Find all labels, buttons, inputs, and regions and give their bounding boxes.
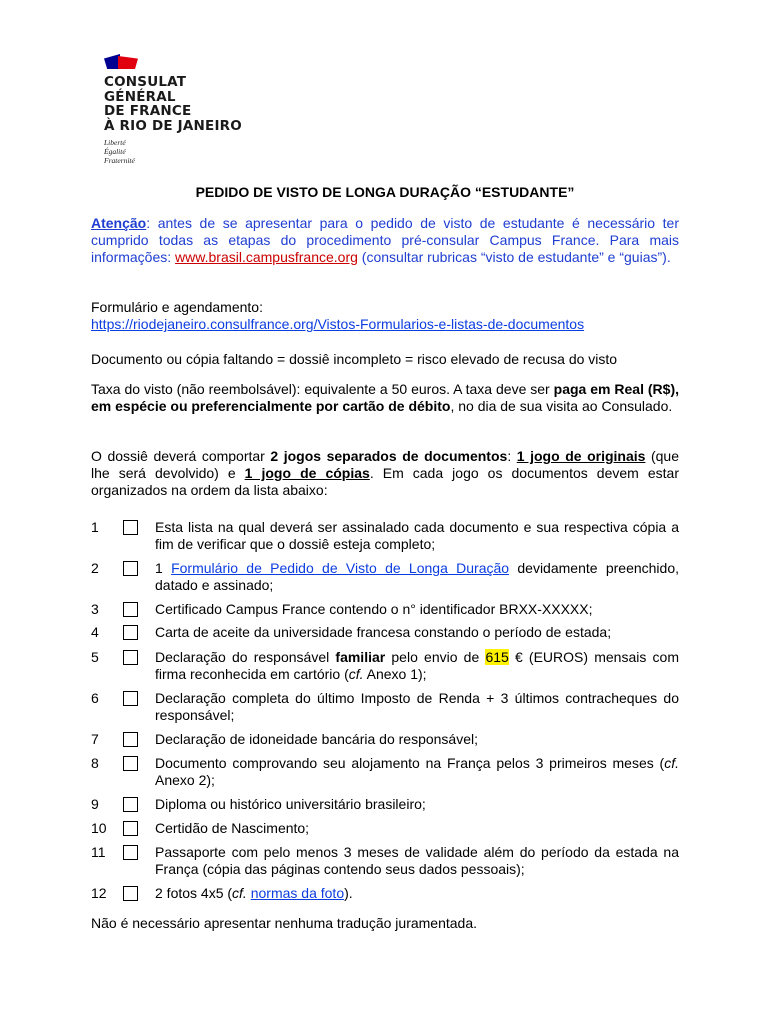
attention-label: Atenção [91,215,147,231]
highlighted-amount: 615 [485,649,509,665]
marianne-flag-icon [104,52,138,72]
document-checkbox[interactable] [123,691,138,706]
document-checkbox[interactable] [123,520,138,535]
document-checkbox[interactable] [123,821,138,836]
document-checkbox[interactable] [123,650,138,665]
document-title: PEDIDO DE VISTO DE LONGA DURAÇÃO “ESTUDANTE” [195,184,575,200]
document-checkbox[interactable] [123,845,138,860]
document-checkbox[interactable] [123,625,138,640]
fee-paragraph: Taxa do visto (não reembolsável): equivalente a 50 euros. A taxa deve ser paga em Real (R$), em espécie ou preferencialmente por cartão de débito, no dia de sua visita ao Consulado. [91,381,680,414]
attention-paragraph: Atenção: antes de se apresentar para o pedido de visto de estudante é necessário ter cumprido todas as etapas do procedimento pré-consular Campus France. Para mais informações: www.brasil.campusfrance.org (consultar rubricas “visto de estudante” e “guias”). [91,215,679,265]
document-checkbox[interactable] [123,797,138,812]
visa-form-link[interactable]: Formulário de Pedido de Visto de Longa Duração [171,560,510,576]
dossier-paragraph: O dossiê deverá comportar 2 jogos separados de documentos: 1 jogo de originais (que lhe será devolvido) e 1 jogo de cópias. Em cada jogo os documentos devem estar organizados na ordem da lista abaixo: [91,448,680,498]
consulate-logo [104,52,242,165]
document-checkbox[interactable] [123,732,138,747]
consulate-forms-link[interactable]: https://riodejaneiro.consulfrance.org/Vistos-Formularios-e-listas-de-documentos [91,316,585,332]
document-checkbox[interactable] [123,886,138,901]
motto: Liberté Égalité Fraternité [104,138,135,165]
footer-note: Não é necessário apresentar nenhuma tradução juramentada. [91,915,478,931]
document-checkbox[interactable] [123,561,138,576]
document-checkbox[interactable] [123,756,138,771]
warning-line: Documento ou cópia faltando = dossiê incompleto = risco elevado de recusa do visto [91,351,618,367]
document-checkbox[interactable] [123,602,138,617]
org-name: CONSULAT GÉNÉRAL DE FRANCE À RIO DE JANEIRO [104,74,242,134]
form-paragraph: Formulário e agendamento: https://riodejaneiro.consulfrance.org/Vistos-Formularios-e-listas-de-documentos [91,299,679,333]
photo-rules-link[interactable]: normas da foto [250,885,345,901]
campusfrance-link[interactable]: www.brasil.campusfrance.org [175,249,358,265]
